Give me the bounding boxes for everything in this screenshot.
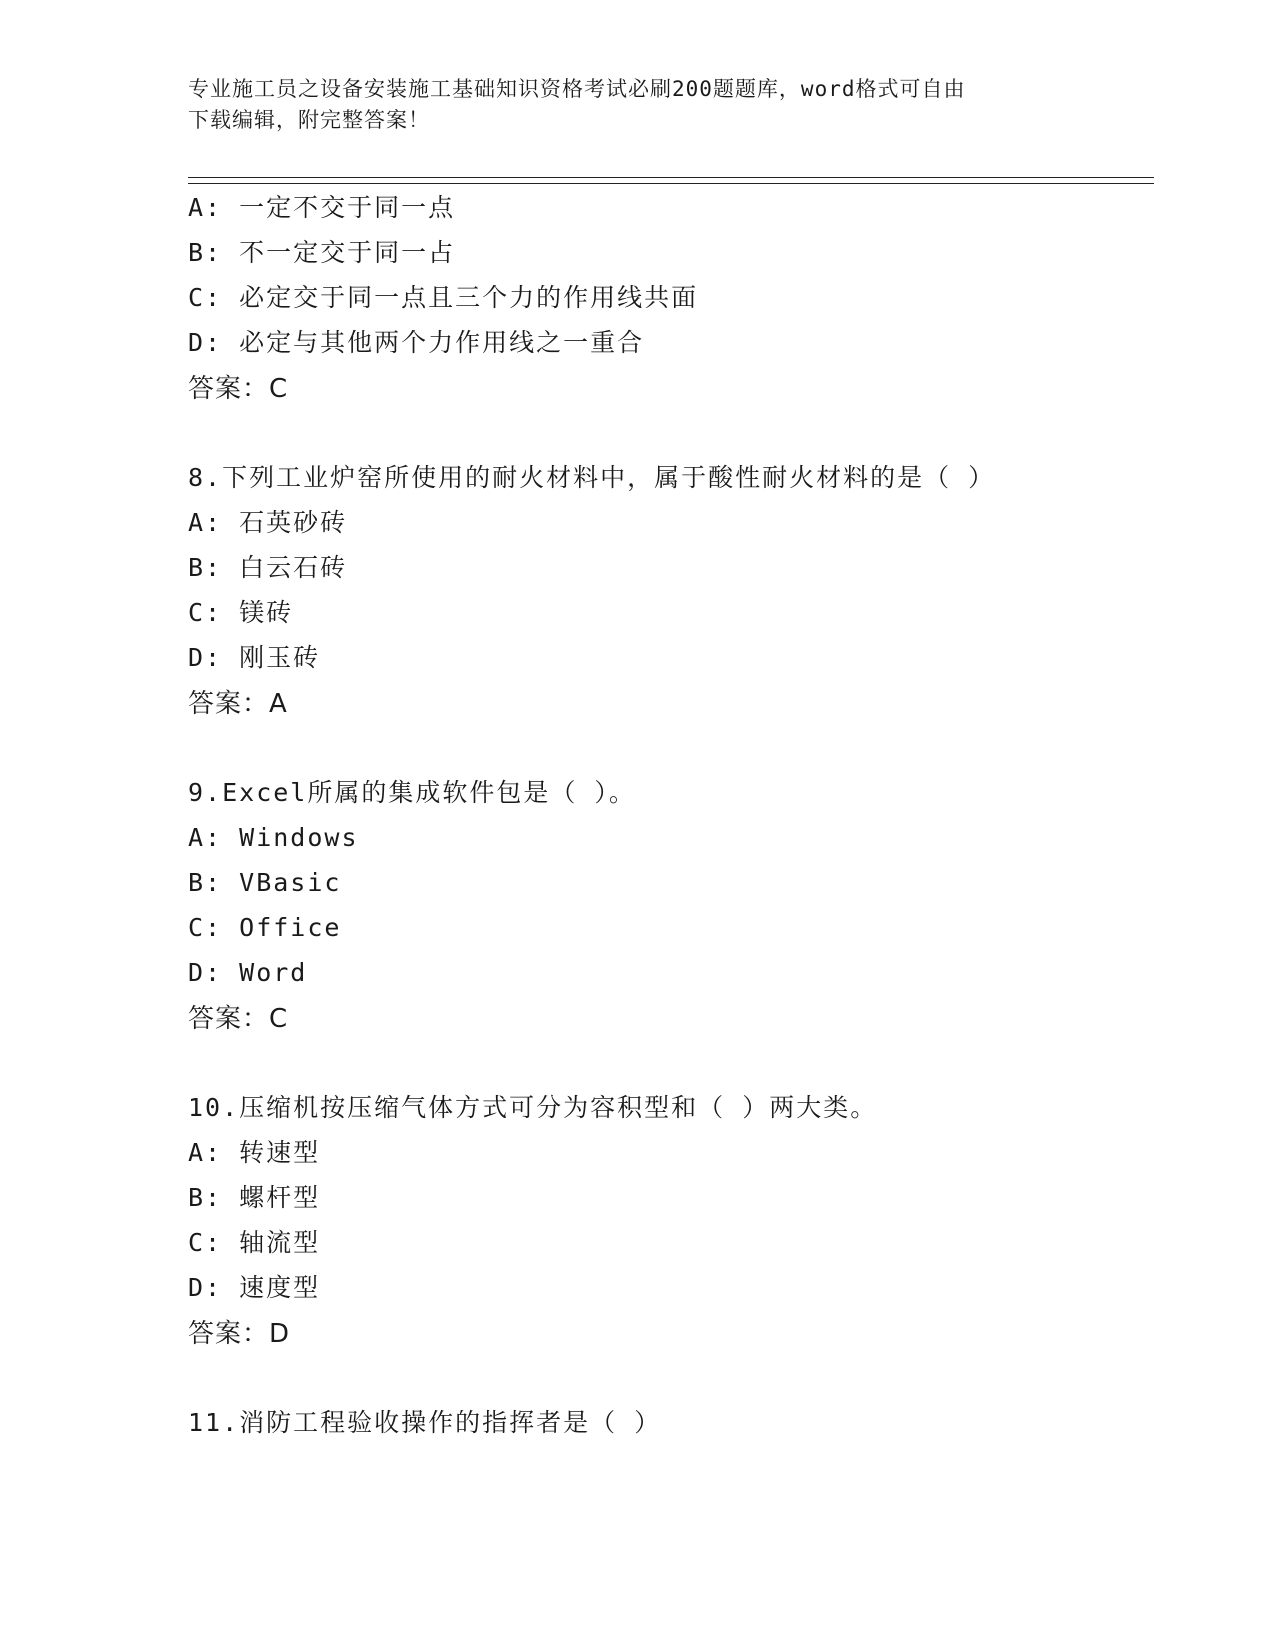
q8-option-a: A: 石英砂砖 (188, 508, 348, 537)
q10-stem: 10.压缩机按压缩气体方式可分为容积型和（ ）两大类。 (188, 1093, 878, 1122)
q9-option-c: C: Office (188, 913, 342, 942)
q7-option-b: B: 不一定交于同一占 (188, 238, 456, 267)
q9-option-a: A: Windows (188, 823, 359, 852)
q8-option-d: D: 刚玉砖 (188, 643, 321, 672)
header-line-1: 专业施工员之设备安装施工基础知识资格考试必刷200题题库，word格式可自由 (188, 77, 966, 101)
q8-option-c: C: 镁砖 (188, 598, 294, 627)
q7-option-c: C: 必定交于同一点且三个力的作用线共面 (188, 283, 699, 312)
q9-option-b: B: VBasic (188, 868, 342, 897)
q8-answer: 答案：A (188, 689, 288, 719)
q10-option-c: C: 轴流型 (188, 1228, 321, 1257)
q7-option-a: A: 一定不交于同一点 (188, 193, 456, 222)
q8-option-b: B: 白云石砖 (188, 553, 348, 582)
header-divider-top (188, 177, 1154, 178)
q10-option-a: A: 转速型 (188, 1138, 321, 1167)
q9-stem: 9.Excel所属的集成软件包是（ ）。 (188, 778, 636, 807)
q9-option-d: D: Word (188, 958, 308, 987)
q9-answer: 答案：C (188, 1004, 289, 1034)
q10-option-b: B: 螺杆型 (188, 1183, 321, 1212)
q7-option-d: D: 必定与其他两个力作用线之一重合 (188, 328, 645, 357)
header-line-2: 下载编辑，附完整答案！ (188, 108, 430, 132)
header-divider-bottom (188, 183, 1154, 184)
q11-stem: 11.消防工程验收操作的指挥者是（ ） (188, 1408, 662, 1437)
document-header (188, 74, 1088, 136)
q10-option-d: D: 速度型 (188, 1273, 321, 1302)
q7-answer: 答案：C (188, 374, 289, 404)
q10-answer: 答案：D (188, 1319, 291, 1349)
q8-stem: 8.下列工业炉窑所使用的耐火材料中，属于酸性耐火材料的是（ ） (188, 463, 996, 492)
